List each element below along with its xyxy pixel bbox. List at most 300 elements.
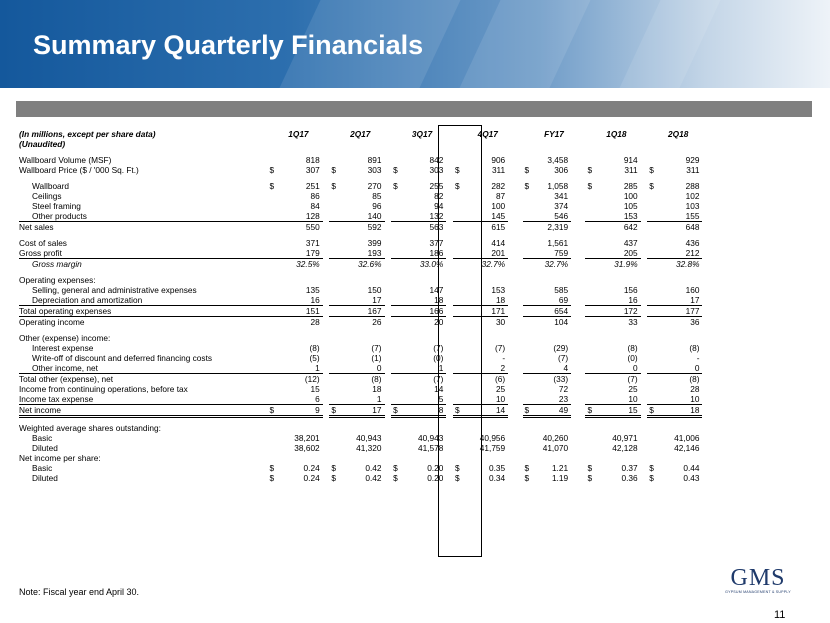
gap-cell [702,285,709,295]
value-cell: 42,128 [612,442,638,453]
gap-cell [641,394,648,405]
gap-cell [641,473,648,483]
currency-symbol [329,238,344,248]
currency-symbol [585,343,600,353]
table-row [19,285,812,295]
value-cell: 929 [685,155,700,165]
gap-cell [323,443,330,453]
value-cell: 288 [685,181,700,191]
currency-symbol [453,374,468,385]
value-cell: 16 [601,295,641,306]
gap-cell [702,181,709,191]
currency-symbol [523,259,534,270]
currency-symbol [647,363,662,374]
value-cell: 414 [491,238,506,248]
value-cell: 72 [558,384,569,394]
gap-cell [702,343,709,353]
value-cell: 0.42 [365,472,382,483]
currency-symbol [523,384,534,394]
value-cell: 270 [367,181,382,191]
value-cell: 40,943 [417,432,444,443]
gap-cell [508,285,522,295]
currency-symbol: $ [393,165,398,175]
gap-cell [571,181,585,191]
value-cell: (29) [553,343,569,353]
currency-symbol [329,259,344,270]
gap-cell [571,405,585,417]
value-cell: 648 [685,222,700,232]
gap-cell [641,165,648,175]
table-row [19,317,812,328]
table-row [19,473,812,483]
value-cell: 1,058 [547,181,569,191]
gap-cell [571,443,585,453]
value-cell: 17 [345,405,385,417]
value-cell: 0 [663,363,703,374]
gap-cell [702,374,709,385]
value-cell: 18 [468,295,508,306]
gap-cell [508,317,522,328]
row-label: Other products [19,211,267,222]
gap-cell [571,238,585,248]
currency-symbol [267,384,282,394]
gap-cell [571,353,585,363]
value-cell: 23 [534,394,572,405]
gap-cell [702,295,709,306]
currency-symbol [523,374,534,385]
gap-cell [385,259,392,270]
gap-cell [385,191,392,201]
currency-symbol [647,201,662,211]
currency-symbol [585,259,600,270]
row-label: Diluted [32,442,58,453]
gap-cell [702,317,709,328]
gap-cell [571,248,585,259]
gap-cell [446,473,453,483]
value-cell: 311 [491,165,506,175]
logo-letters: GMS [730,565,786,591]
empty-cell [267,139,709,149]
gap-cell [446,463,453,473]
currency-symbol [453,191,468,201]
gap-cell [571,191,585,201]
currency-symbol [523,285,534,295]
value-cell: 103 [685,201,700,211]
gap-cell [571,374,585,385]
logo-tagline: GYPSUM MANAGEMENT & SUPPLY [725,590,791,594]
currency-symbol: $ [267,405,282,417]
value-cell: 14 [468,405,508,417]
currency-symbol: $ [391,405,406,417]
currency-symbol [585,211,600,222]
currency-symbol [329,211,344,222]
currency-symbol [267,394,282,405]
gap-cell [385,201,392,211]
currency-symbol: $ [269,181,275,191]
value-cell: 0.35 [489,462,506,473]
table-row [19,333,812,343]
gap-cell [508,155,522,165]
gap-cell [508,433,522,443]
currency-symbol [391,191,406,201]
row-label: Net income [19,405,267,417]
value-cell: 32.8% [675,259,700,269]
value-cell: (8) [309,343,320,353]
value-cell: 1 [345,394,385,405]
gap-cell [508,222,522,233]
value-cell: 40,971 [612,432,638,443]
currency-symbol [391,295,406,306]
currency-symbol [329,155,344,165]
table-row [19,363,812,374]
gap-cell [641,343,648,353]
currency-symbol [647,259,662,270]
currency-symbol: $ [585,405,600,417]
gap-cell [446,343,453,353]
value-cell: 193 [345,248,385,259]
currency-symbol [585,433,600,443]
currency-symbol [391,394,406,405]
page-title: Summary Quarterly Financials [33,30,424,60]
value-cell: 306 [554,165,569,175]
financials-table [19,129,812,483]
table-row [19,394,812,405]
row-label: Operating expenses: [19,275,96,285]
gap-cell [446,295,453,306]
gap-cell [323,295,330,306]
currency-symbol [329,191,344,201]
currency-symbol [329,353,344,363]
gap-cell [702,165,709,175]
currency-symbol [267,306,282,317]
currency-symbol: $ [393,462,398,473]
gap-cell [702,433,709,443]
currency-symbol [523,433,534,443]
gap-cell [323,259,330,270]
gap-cell [702,363,709,374]
table-header-row [19,129,812,139]
value-cell: 1 [283,363,323,374]
gap-cell [641,155,648,165]
currency-symbol [523,353,534,363]
value-cell: 86 [310,191,320,201]
value-cell: (8) [689,343,700,353]
currency-symbol: $ [393,472,398,483]
gap-cell [702,222,709,233]
value-cell: 8 [407,405,447,417]
value-cell: 0.37 [621,462,638,473]
value-cell: 18 [372,384,382,394]
currency-symbol [329,433,344,443]
currency-symbol [453,433,468,443]
row-label: Net income per share: [19,452,101,463]
currency-symbol [453,155,468,165]
value-cell: 303 [429,165,444,175]
currency-symbol [523,306,534,317]
gap-cell [385,405,392,417]
currency-symbol [453,363,468,374]
fiscal-year-note: Note: Fiscal year end April 30. [19,587,140,597]
gap-cell [508,463,522,473]
currency-symbol: $ [453,405,468,417]
currency-symbol: $ [587,472,593,483]
value-cell: 585 [554,285,569,295]
currency-symbol [647,155,662,165]
currency-symbol [647,295,662,306]
value-cell: 1,561 [547,238,569,248]
gap-cell [446,374,453,385]
table-row [19,181,812,191]
value-cell: (8) [371,374,382,384]
value-cell: 172 [601,306,641,317]
currency-symbol: $ [649,181,654,191]
currency-symbol [523,191,534,201]
gap-cell [641,353,648,363]
currency-symbol [647,443,662,453]
value-cell: 25 [495,384,506,394]
value-cell: 307 [305,165,320,175]
gap-cell [702,353,709,363]
value-cell: 160 [685,285,700,295]
gap-cell [571,165,585,175]
currency-symbol [391,317,406,328]
value-cell: 255 [429,181,444,191]
gap-cell [323,306,330,317]
gap-cell [446,433,453,443]
gap-cell [641,238,648,248]
value-cell: 654 [534,306,572,317]
gap-cell [385,295,392,306]
value-cell: 82 [434,191,444,201]
row-label: Selling, general and administrative expenses [32,285,197,295]
table-row [19,295,812,306]
value-cell: 128 [283,211,323,222]
currency-symbol [523,211,534,222]
value-cell: 0.24 [303,472,320,483]
table-row [19,165,812,175]
table-row [19,201,812,211]
value-cell: 546 [534,211,572,222]
value-cell: 85 [372,191,382,201]
row-label: Other (expense) income: [19,333,111,343]
gap-cell [323,201,330,211]
gap-cell [446,181,453,191]
gap-cell [508,201,522,211]
currency-symbol [647,222,662,233]
currency-symbol [523,222,534,233]
gap-cell [446,384,453,394]
gap-cell [385,211,392,222]
value-cell: 842 [429,155,444,165]
currency-symbol [391,384,406,394]
currency-symbol: $ [454,165,460,175]
column-header: 2Q17 [350,129,371,139]
currency-symbol [391,306,406,317]
currency-symbol [453,317,468,328]
gap-cell [641,463,648,473]
currency-symbol: $ [649,472,654,483]
currency-symbol [647,317,662,328]
value-cell: (7) [433,374,444,384]
value-cell: 100 [491,201,506,211]
value-cell: 96 [372,201,382,211]
currency-symbol [267,211,282,222]
table-row [19,248,812,259]
value-cell: 0.44 [683,462,700,473]
table-row [19,306,812,317]
currency-symbol [453,343,468,353]
value-cell: 3,458 [547,155,569,165]
gap-cell [385,443,392,453]
value-cell: 49 [534,405,572,417]
gap-cell [702,405,709,417]
gap-cell [446,353,453,363]
currency-symbol [391,353,406,363]
currency-symbol [391,343,406,353]
gms-logo [716,566,800,596]
currency-symbol: $ [524,165,530,175]
row-label: Wallboard Price ($ / '000 Sq. Ft.) [19,165,139,175]
value-cell: 41,320 [356,442,382,453]
gap-cell [571,473,585,483]
currency-symbol [391,443,406,453]
currency-symbol: $ [269,462,275,473]
value-cell: (6) [495,374,506,384]
currency-symbol [267,155,282,165]
currency-symbol [453,384,468,394]
value-cell: 100 [623,191,638,201]
row-label: Operating income [19,317,85,327]
value-cell: 69 [534,295,572,306]
value-cell: - [696,353,700,363]
value-cell: 135 [305,285,320,295]
currency-symbol [267,317,282,328]
table-row [19,275,812,285]
currency-symbol [391,222,406,233]
gap-cell [323,248,330,259]
column-header: 1Q18 [606,129,627,139]
value-cell: 186 [407,248,447,259]
currency-symbol [523,343,534,353]
gap-cell [446,285,453,295]
gap-cell [702,248,709,259]
currency-symbol: $ [329,405,344,417]
gap-cell [323,405,330,417]
gap-cell [571,222,585,233]
table-row [19,453,812,463]
gap-cell [508,443,522,453]
table-row [19,238,812,248]
currency-symbol [267,353,282,363]
gap-cell [446,222,453,233]
gap-cell [641,443,648,453]
gap-cell [446,394,453,405]
currency-symbol [453,443,468,453]
gap-cell [702,201,709,211]
empty-cell [267,423,709,433]
table-row [19,259,812,270]
value-cell: 167 [345,306,385,317]
value-cell: 17 [345,295,385,306]
currency-symbol [647,211,662,222]
value-cell: (8) [627,343,638,353]
value-cell: (0) [433,353,444,363]
row-label: Ceilings [32,191,62,201]
value-cell: 40,260 [542,432,569,443]
currency-symbol [391,248,406,259]
value-cell: (1) [371,353,382,363]
title-banner [0,0,830,88]
column-header: 4Q17 [477,129,498,139]
value-cell: 15 [310,384,320,394]
value-cell: 0.43 [683,472,700,483]
value-cell: 177 [663,306,703,317]
value-cell: 28 [310,317,320,327]
gap-cell [323,181,330,191]
value-cell: 26 [372,317,382,327]
currency-symbol [329,394,344,405]
currency-symbol: $ [523,405,534,417]
row-label: Depreciation and amortization [19,295,267,306]
gap-cell [385,222,392,233]
value-cell: 41,006 [674,432,700,443]
currency-symbol [329,222,344,233]
gap-cell [323,211,330,222]
gap-cell [508,353,522,363]
gap-cell [571,306,585,317]
value-cell: 15 [601,405,641,417]
value-cell: (7) [495,343,506,353]
currency-symbol [585,222,600,233]
value-cell: 32.6% [357,259,382,269]
gap-cell [323,191,330,201]
value-cell: 4 [534,363,572,374]
currency-symbol [647,394,662,405]
value-cell: 1.19 [551,472,569,483]
currency-symbol [523,443,534,453]
gap-cell [571,295,585,306]
currency-symbol [453,353,468,363]
value-cell: (7) [433,343,444,353]
gap-cell [702,238,709,248]
value-cell: (5) [309,353,320,363]
value-cell: 6 [283,394,323,405]
table-row [19,191,812,201]
value-cell: 151 [283,306,323,317]
value-cell: 155 [663,211,703,222]
currency-symbol [391,374,406,385]
gap-cell [508,394,522,405]
value-cell: 28 [690,384,700,394]
currency-symbol [585,306,600,317]
value-cell: - [502,353,506,363]
currency-symbol: $ [587,462,593,473]
gap-cell [385,353,392,363]
table-row [19,374,812,385]
currency-symbol [329,443,344,453]
gap-cell [323,473,330,483]
currency-symbol: $ [454,181,460,191]
currency-symbol [585,248,600,259]
gap-cell [641,191,648,201]
gap-cell [446,211,453,222]
gap-cell [508,306,522,317]
currency-symbol [453,238,468,248]
value-cell: 16 [283,295,323,306]
currency-symbol [267,259,282,270]
currency-symbol [329,285,344,295]
row-label: Write-off of discount and deferred financing costs [32,353,213,363]
